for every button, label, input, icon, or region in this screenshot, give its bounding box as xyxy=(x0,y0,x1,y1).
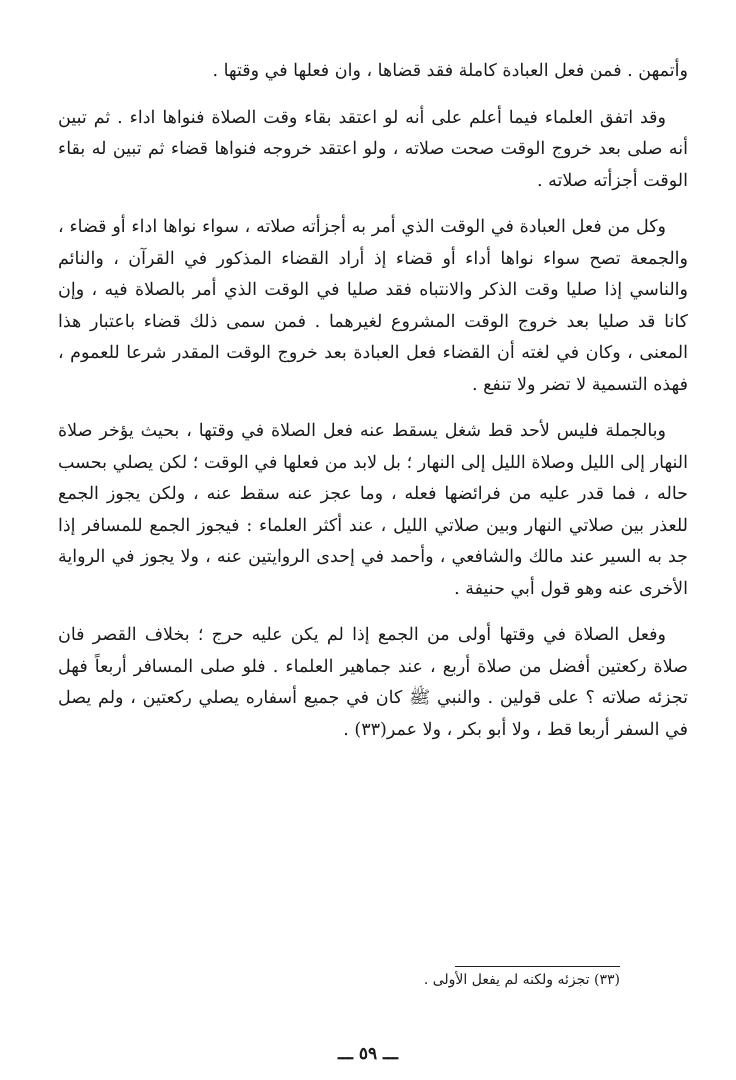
paragraph-1: وأتمهن . فمن فعل العبادة كاملة فقد قضاها ، وان فعلها في وقتها . xyxy=(212,61,688,81)
paragraph-3: وكل من فعل العبادة في الوقت الذي أمر به أجزأته صلاته ، سواء نواها اداء أو قضاء ، والجمعة تصح سواء نواها أداء أو قضاء إذ أراد القضاء المذكور في القرآن ، والنائم والناسي إذا صليا وقت الذكر والانتباه فقد صليا في الوقت الذي أمر بالصلاة فيه ، وإن كانا قد صليا بعد خروج الوقت المشروع لغيرهما . فمن سمى ذلك قضاء باعتبار هذا المعنى ، وكان في لغته أن القضاء فعل العبادة بعد خروج الوقت المقدر شرعا للعموم ، فهذه التسمية لا تضر ولا تنفع . xyxy=(58,217,688,395)
page-body xyxy=(58,56,688,761)
footnote-divider xyxy=(455,966,620,967)
footnote: (٣٣) تجزئه ولكنه لم يفعل الأولى . xyxy=(423,972,620,988)
paragraph-4: وبالجملة فليس لأحد قط شغل يسقط عنه فعل الصلاة في وقتها ، بحيث يؤخر صلاة النهار إلى الليل وصلاة الليل إلى النهار ؛ بل لابد من فعلها في الوقت ؛ لكن يصلي بحسب حاله ، فما قدر عليه من فرائضها فعله ، وما عجز عنه سقط عنه ، ولكن يجوز الجمع للعذر بين صلاتي النهار وبين صلاتي الليل ، عند أكثر العلماء : فيجوز الجمع للمسافر إذا جد به السير عند مالك والشافعي ، وأحمد في إحدى الروايتين عنه ، ولا يجوز في الرواية الأخرى عنه وهو قول أبي حنيفة . xyxy=(58,421,688,599)
page-number: ـــ ٥٩ ـــ xyxy=(337,1044,398,1064)
paragraph-2: وقد اتفق العلماء فيما أعلم على أنه لو اعتقد بقاء وقت الصلاة فنواها اداء . ثم تبين أنه صلى بعد خروج الوقت صحت صلاته ، ولو اعتقد خروجه فنواها قضاء ثم تبين له بقاء الوقت أجزأته صلاته . xyxy=(58,107,688,191)
paragraph-5: وفعل الصلاة في وقتها أولى من الجمع إذا لم يكن عليه حرج ؛ بخلاف القصر فان صلاة ركعتين أفضل من صلاة أربع ، عند جماهير العلماء . فلو صلى المسافر أربعاً فهل تجزئه صلاته ؟ على قولين . والنبي ﷺ كان في جميع أسفاره يصلي ركعتين ، ولم يصل في السفر أربعا قط ، ولا أبو بكر ، ولا عمر(٣٣) . xyxy=(58,625,688,740)
